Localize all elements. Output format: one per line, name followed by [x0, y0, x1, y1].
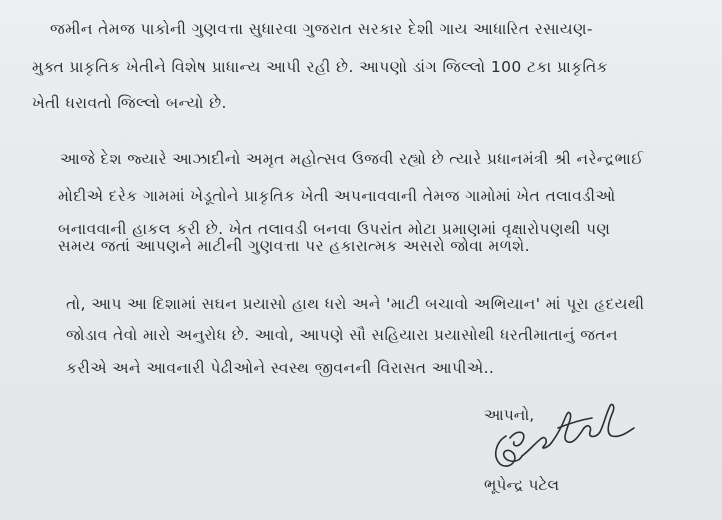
closing-salutation: આપનો,: [484, 406, 535, 424]
paragraph-2-line-3: બનાવવાની હાકલ કરી છે. ખેત તલાવડી બનવા ઉપરાંત મોટા પ્રમાણમાં વૃક્ષારોપણથી પણ: [58, 220, 611, 238]
paragraph-2-line-1: આજે દેશ જ્યારે આઝાદીનો અમૃત મહોત્સવ ઉજવી રહ્યો છે ત્યારે પ્રધાનમંત્રી શ્રી નરેન્દ્રભાઈ: [60, 150, 644, 168]
paragraph-3-line-1: તો, આપ આ દિશામાં સઘન પ્રયાસો હાથ ધરો અને 'માટી બચાવો અભિયાન' માં પૂરા હૃદયથી: [66, 295, 645, 313]
paragraph-2-line-2: મોદીએ દરેક ગામમાં ખેડૂતોને પ્રાકૃતિક ખેતી અપનાવવાની તેમજ ગામોમાં ખેત તલાવડીઓ: [58, 187, 616, 205]
paragraph-1-line-2: મુક્ત પ્રાકૃતિક ખેતીને વિશેષ પ્રાધાન્ય આપી રહી છે. આપણો ડાંગ જિલ્લો 100 ટકા પ્રાકૃતિક: [32, 58, 609, 76]
paragraph-1-line-1: જમીન તેમજ પાકોની ગુણવત્તા સુધારવા ગુજરાત સરકાર દેશી ગાય આધારિત રસાયણ-: [50, 20, 593, 38]
paragraph-1-line-3: ખેતી ધરાવતો જિલ્લો બન્યો છે.: [32, 94, 227, 112]
paragraph-2-line-4: સમય જતાં આપણને માટીની ગુણવત્તા પર હકારાત્મક અસરો જોવા મળશે.: [58, 237, 530, 255]
paragraph-3-line-2: જોડાવ તેવો મારો અનુરોધ છે. આવો, આપણે સૌ સહિયારા પ્રયાસોથી ધરતીમાતાનું જતન: [66, 326, 618, 344]
paragraph-3-line-3: કરીએ અને આવનારી પેઢીઓને સ્વસ્થ જીવનની વિરાસત આપીએ..: [66, 359, 495, 377]
handwritten-signature: [488, 398, 638, 478]
signer-name: ભૂપેન્દ્ર પટેલ: [484, 476, 560, 494]
